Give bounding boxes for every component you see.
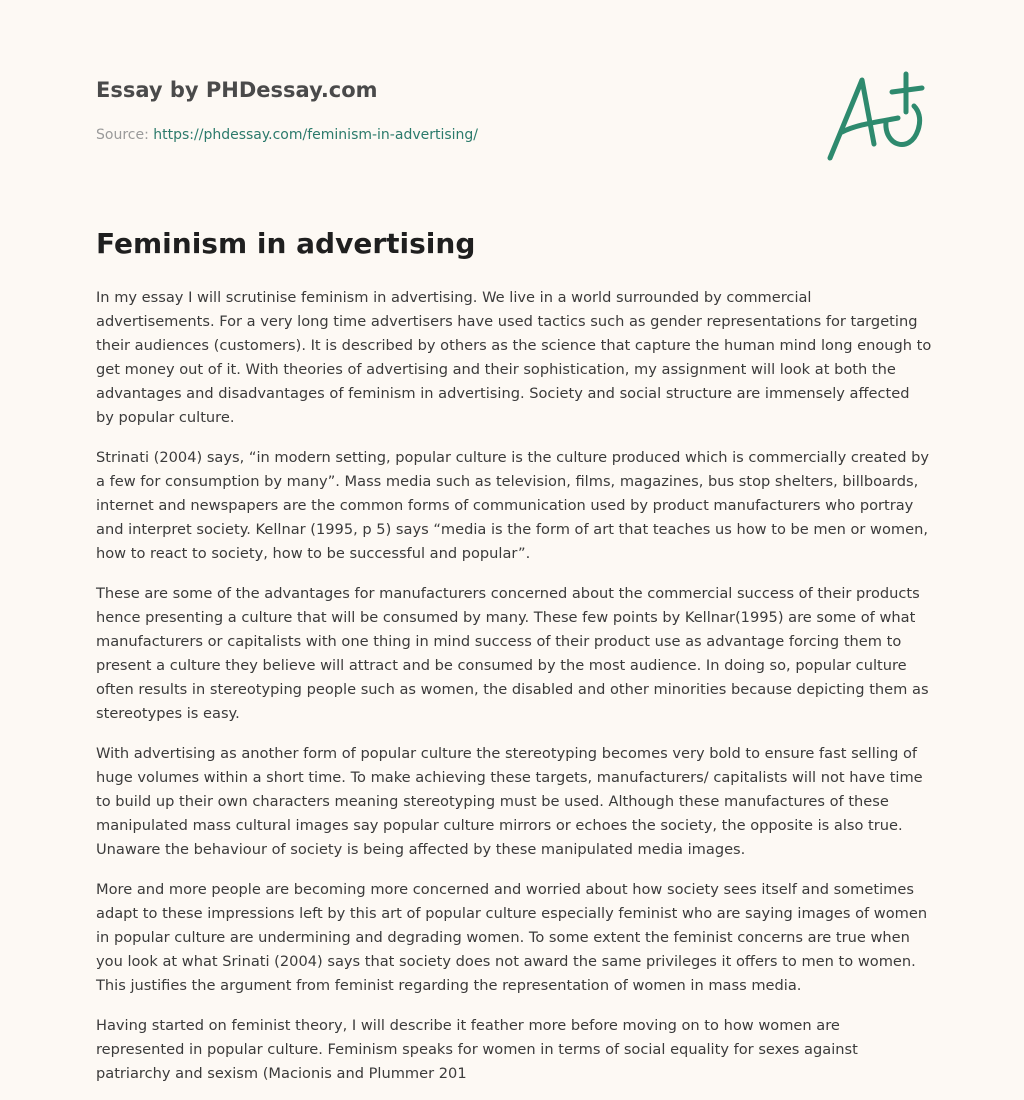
essay-paragraph-1: In my essay I will scrutinise feminism in advertising. We live in a world surrounded by commercial advertisements. For a very long time advertisers have used tactics such as gender representations for targeting their audiences (customers). It is described by others as the science that capture the human mind long enough to get money out of it. With theories of advertising and their sophistication, my assignment will look at both the advantages and disadvantages of feminism in advertising. Society and social structure are immensely affected by popular culture. xyxy=(96,289,932,426)
essay-paragraph-6: Having started on feminist theory, I will describe it feather more before moving on to how women are represented in popular culture. Feminism speaks for women in terms of social equality for sexes against patriarchy and sexism (Macionis and Plummer 201 xyxy=(96,1017,858,1082)
source-label: Source: xyxy=(96,127,154,143)
essay-title: Feminism in advertising xyxy=(96,227,476,260)
essay-paragraph-4: With advertising as another form of popular culture the stereotyping becomes very bold to ensure fast selling of huge volumes within a short time. To make achieving these targets, manufacturers/ capitalists will not have time to build up their own characters meaning stereotyping must be used. Although these manufactures of these manipulated mass cultural images say popular culture mirrors or echoes the society, the opposite is also true. Unaware the behaviour of society is being affected by these manipulated media images. xyxy=(96,745,923,858)
essay-paragraph-5: More and more people are becoming more concerned and worried about how society sees itself and sometimes adapt to these impressions left by this art of popular culture especially feminist who are saying images of women in popular culture are undermining and degrading women. To some extent the feminist concerns are true when you look at what Srinati (2004) says that society does not award the same privileges it offers to men to women. This justifies the argument from feminist regarding the representation of women in mass media. xyxy=(96,881,928,994)
source-link[interactable]: https://phdessay.com/feminism-in-advertising/ xyxy=(153,127,479,143)
essay-body xyxy=(96,286,932,1100)
site-header xyxy=(96,76,796,145)
source-line xyxy=(96,125,796,145)
essay-paragraph-2: Strinati (2004) says, “in modern setting, popular culture is the culture produced which is commercially created by a few for consumption by many”. Mass media such as television, films, magazines, bus stop shelters, billboards, internet and newspapers are the common forms of communication used by product manufacturers who portray and interpret society. Kellnar (1995, p 5) says “media is the form of art that teaches us how to be men or women, how to react to society, how to be successful and popular”. xyxy=(96,449,930,562)
site-title: Essay by PHDessay.com xyxy=(96,78,378,102)
essay-paragraph-3: These are some of the advantages for manufacturers concerned about the commercial success of their products hence presenting a culture that will be consumed by many. These few points by Kellnar(1995) are some of what manufacturers or capitalists with one thing in mind success of their product use as advantage forcing them to present a culture they believe will attract and be consumed by the most audience. In doing so, popular culture often results in stereotyping people such as women, the disabled and other minorities because depicting them as stereotypes is easy. xyxy=(96,585,929,722)
a-plus-logo-icon xyxy=(818,66,930,166)
